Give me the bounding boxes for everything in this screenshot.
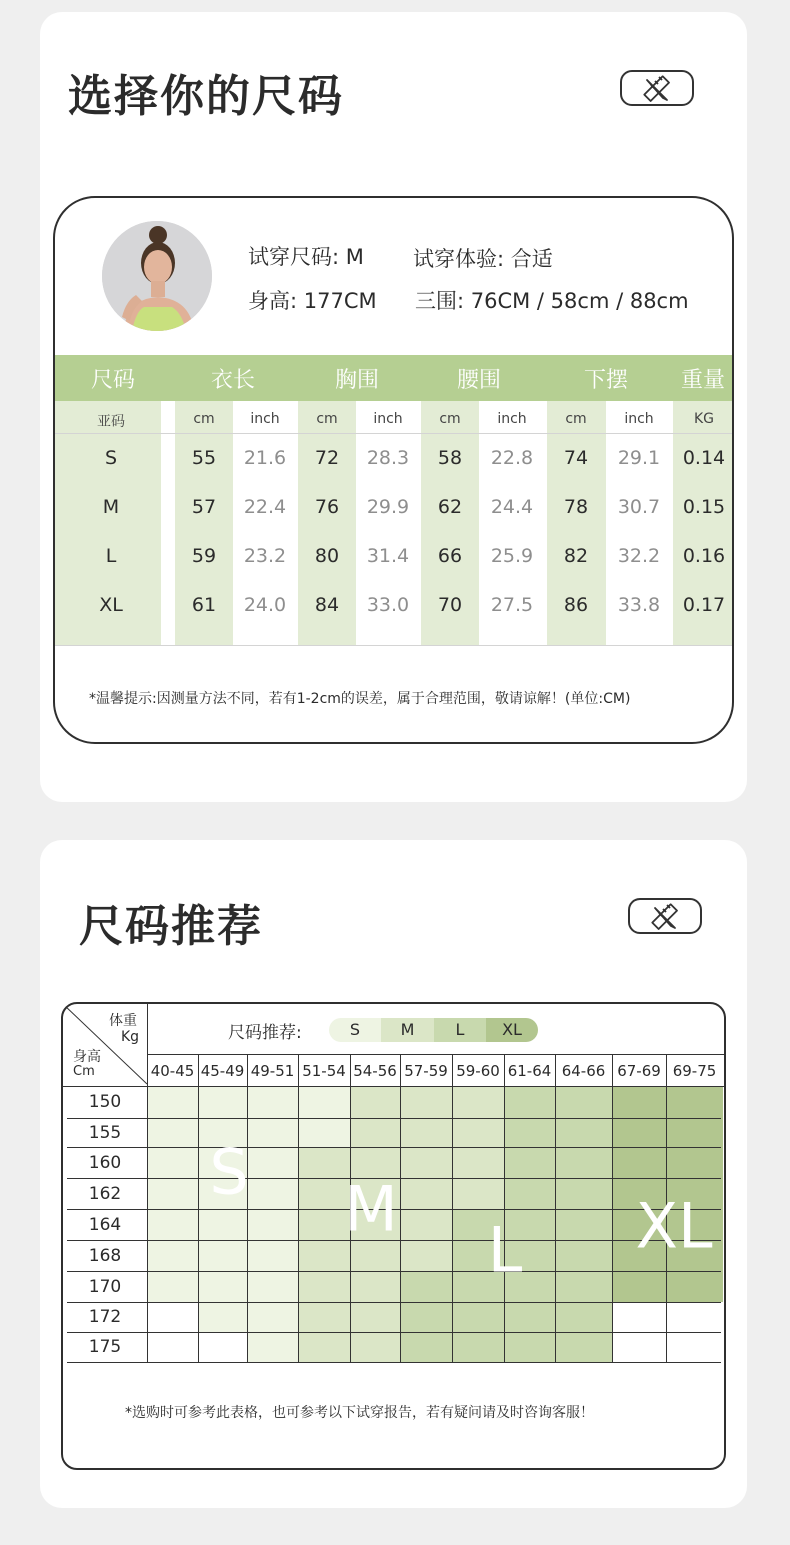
header-weight: 重量 — [680, 368, 726, 393]
size-value: 74 — [563, 447, 589, 469]
grid-line — [298, 1054, 299, 1362]
grid-cell — [298, 1147, 350, 1178]
grid-cell — [247, 1240, 298, 1271]
grid-cell — [298, 1178, 350, 1209]
weight-range: 59-60 — [456, 1062, 500, 1080]
size-value: 66 — [437, 545, 463, 567]
corner-weight: 体重 — [109, 1013, 137, 1029]
size-label: M — [102, 496, 120, 518]
weight-range: 51-54 — [302, 1062, 346, 1080]
grid-cell — [400, 1086, 452, 1118]
size-value: 21.6 — [243, 447, 287, 469]
grid-cell — [666, 1086, 723, 1118]
corner-height: 身高 — [73, 1049, 101, 1065]
grid-cell — [555, 1178, 612, 1209]
grid-cell — [350, 1332, 400, 1362]
grid-line — [67, 1271, 721, 1272]
grid-cell — [298, 1240, 350, 1271]
grid-cell — [612, 1086, 666, 1118]
size-value: 0.16 — [682, 545, 726, 567]
height-value: 164 — [88, 1214, 122, 1235]
legend-chip-m: M — [381, 1018, 434, 1042]
grid-cell — [247, 1332, 298, 1362]
size-value: 82 — [563, 545, 589, 567]
grid-cell — [247, 1209, 298, 1240]
header-length: 衣长 — [210, 368, 256, 393]
size-value: 33.0 — [366, 594, 410, 616]
grid-cell — [400, 1118, 452, 1147]
size-value: 86 — [563, 594, 589, 616]
weight-range: 64-66 — [561, 1062, 606, 1080]
recommend-note: *选购时可参考此表格，也可参考以下试穿报告，若有疑问请及时咨询客服！ — [125, 1405, 594, 1421]
height-value: 150 — [88, 1092, 122, 1112]
weight-range: 49-51 — [250, 1062, 295, 1080]
size-value: 28.3 — [366, 447, 410, 469]
grid-cell — [198, 1240, 247, 1271]
legend-label: 尺码推荐: — [228, 1023, 302, 1043]
size-value: 78 — [563, 496, 589, 518]
zone-label-xl: XL — [635, 1189, 713, 1263]
grid-cell — [555, 1332, 612, 1362]
legend-chip-xl: XL — [486, 1018, 538, 1042]
grid-cell — [298, 1086, 350, 1118]
grid-cell — [555, 1271, 612, 1302]
table-header-row — [55, 355, 734, 401]
grid-cell — [400, 1302, 452, 1332]
size-table-frame — [53, 196, 734, 744]
grid-cell — [400, 1178, 452, 1209]
subheader: cm — [565, 411, 587, 427]
model-avatar — [102, 221, 212, 331]
grid-cell — [147, 1147, 198, 1178]
grid-cell — [555, 1147, 612, 1178]
grid-cell — [666, 1271, 723, 1302]
weight-range: 40-45 — [150, 1062, 195, 1080]
grid-cell — [147, 1209, 198, 1240]
grid-cell — [504, 1302, 555, 1332]
grid-cell — [555, 1240, 612, 1271]
subheader: KG — [693, 411, 715, 427]
legend-chip-s: S — [329, 1018, 381, 1042]
grid-cell — [612, 1118, 666, 1147]
size-value: 57 — [191, 496, 217, 518]
model-height: 身高: 177CM — [248, 289, 377, 313]
grid-cell — [612, 1271, 666, 1302]
grid-cell — [147, 1086, 198, 1118]
grid-line — [400, 1054, 401, 1362]
grid-cell — [198, 1209, 247, 1240]
section-title: 尺码推荐 — [79, 901, 263, 952]
size-value: 33.8 — [617, 594, 661, 616]
grid-line — [67, 1362, 721, 1363]
grid-cell — [555, 1086, 612, 1118]
subheader: inch — [497, 411, 527, 427]
size-value: 76 — [314, 496, 340, 518]
header-waist: 腰围 — [456, 368, 502, 393]
size-value: 72 — [314, 447, 340, 469]
grid-cell — [247, 1118, 298, 1147]
grid-cell — [147, 1271, 198, 1302]
size-value: 80 — [314, 545, 340, 567]
grid-cell — [504, 1332, 555, 1362]
grid-cell — [452, 1147, 504, 1178]
size-value: 55 — [191, 447, 217, 469]
subheader: inch — [373, 411, 403, 427]
subheader: 亚码 — [97, 414, 125, 430]
size-value: 62 — [437, 496, 463, 518]
height-value: 155 — [88, 1122, 122, 1143]
grid-cell — [247, 1178, 298, 1209]
recommend-table-frame — [61, 1002, 726, 1470]
subheader: cm — [316, 411, 338, 427]
divider — [55, 433, 734, 434]
weight-range: 45-49 — [200, 1062, 245, 1080]
model-measurements: 三围: 76CM / 58cm / 88cm — [415, 289, 689, 313]
size-value: 23.2 — [243, 545, 287, 567]
size-label: L — [105, 545, 117, 567]
grid-cell — [298, 1271, 350, 1302]
size-value: 61 — [191, 594, 217, 616]
grid-cell — [400, 1209, 452, 1240]
grid-cell — [504, 1086, 555, 1118]
grid-cell — [555, 1302, 612, 1332]
grid-cell — [147, 1240, 198, 1271]
grid-cell — [400, 1332, 452, 1362]
zone-label-m: M — [344, 1172, 398, 1246]
subheader: cm — [193, 411, 215, 427]
grid-line — [504, 1054, 505, 1362]
grid-line — [67, 1302, 721, 1303]
height-value: 175 — [88, 1337, 122, 1357]
grid-cell — [247, 1271, 298, 1302]
grid-cell — [298, 1118, 350, 1147]
height-value: 168 — [88, 1245, 122, 1266]
size-value: 27.5 — [490, 594, 534, 616]
grid-cell — [350, 1302, 400, 1332]
grid-cell — [350, 1118, 400, 1147]
grid-cell — [247, 1086, 298, 1118]
size-value: 70 — [437, 594, 463, 616]
grid-cell — [452, 1302, 504, 1332]
grid-cell — [666, 1147, 723, 1178]
height-value: 160 — [88, 1152, 122, 1173]
size-value: 59 — [191, 545, 217, 567]
grid-cell — [298, 1332, 350, 1362]
size-value: 31.4 — [366, 545, 410, 567]
grid-cell — [504, 1178, 555, 1209]
grid-line — [452, 1054, 453, 1362]
size-value: 0.17 — [682, 594, 726, 616]
size-value: 32.2 — [617, 545, 661, 567]
size-value: 84 — [314, 594, 340, 616]
grid-line — [67, 1118, 721, 1119]
grid-cell — [400, 1240, 452, 1271]
divider — [55, 645, 734, 646]
size-value: 58 — [437, 447, 463, 469]
grid-cell — [452, 1086, 504, 1118]
grid-cell — [247, 1302, 298, 1332]
table-note: *温馨提示:因测量方法不同，若有1-2cm的误差，属于合理范围，敬请谅解！(单位:CM) — [89, 691, 631, 707]
weight-range: 61-64 — [507, 1062, 552, 1080]
weight-range: 54-56 — [353, 1062, 397, 1080]
grid-cell — [147, 1178, 198, 1209]
weight-range: 67-69 — [617, 1062, 661, 1080]
grid-line — [147, 1054, 726, 1055]
weight-range: 69-75 — [672, 1062, 717, 1080]
size-value: 25.9 — [490, 545, 534, 567]
zone-label-l: L — [487, 1213, 523, 1287]
ruler-pencil-icon — [628, 898, 702, 934]
grid-cell — [247, 1147, 298, 1178]
grid-cell — [555, 1209, 612, 1240]
grid-cell — [400, 1147, 452, 1178]
subheader: inch — [250, 411, 280, 427]
grid-cell — [452, 1178, 504, 1209]
size-value: 22.4 — [243, 496, 287, 518]
size-label: XL — [99, 594, 123, 616]
grid-line — [198, 1054, 199, 1362]
grid-cell — [504, 1118, 555, 1147]
grid-cell — [612, 1147, 666, 1178]
grid-cell — [555, 1118, 612, 1147]
size-value: 30.7 — [617, 496, 661, 518]
grid-line — [612, 1054, 613, 1362]
size-value: 24.0 — [243, 594, 287, 616]
grid-cell — [400, 1271, 452, 1302]
grid-cell — [666, 1118, 723, 1147]
size-value: 29.9 — [366, 496, 410, 518]
grid-cell — [350, 1271, 400, 1302]
height-value: 162 — [88, 1183, 122, 1204]
subheader: cm — [439, 411, 461, 427]
corner-weight-unit: Kg — [121, 1029, 140, 1045]
grid-cell — [504, 1147, 555, 1178]
grid-cell — [198, 1086, 247, 1118]
grid-cell — [298, 1302, 350, 1332]
height-value: 172 — [88, 1307, 122, 1327]
grid-line — [63, 1086, 726, 1087]
grid-cell — [350, 1086, 400, 1118]
grid-cell — [298, 1209, 350, 1240]
header-chest: 胸围 — [334, 368, 380, 393]
size-value: 0.14 — [682, 447, 726, 469]
grid-cell — [147, 1118, 198, 1147]
section-title: 选择你的尺码 — [68, 71, 344, 122]
grid-cell — [452, 1118, 504, 1147]
grid-line — [147, 1004, 148, 1362]
size-label: S — [104, 447, 118, 469]
subheader: inch — [624, 411, 654, 427]
zone-label-s: S — [209, 1135, 249, 1209]
grid-line — [67, 1332, 721, 1333]
grid-cell — [198, 1302, 247, 1332]
header-size: 尺码 — [90, 368, 136, 393]
grid-cell — [452, 1332, 504, 1362]
ruler-pencil-icon — [620, 70, 694, 106]
grid-line — [67, 1147, 721, 1148]
trial-feel: 试穿体验: 合适 — [413, 247, 553, 271]
size-value: 24.4 — [490, 496, 534, 518]
weight-range: 57-59 — [404, 1062, 448, 1080]
corner-height-unit: Cm — [73, 1064, 95, 1079]
height-value: 170 — [88, 1276, 122, 1297]
trial-size: 试穿尺码: M — [248, 245, 364, 269]
grid-line — [555, 1054, 556, 1362]
grid-cell — [198, 1271, 247, 1302]
size-value: 22.8 — [490, 447, 534, 469]
legend-chip-l: L — [434, 1018, 486, 1042]
size-value: 0.15 — [682, 496, 726, 518]
header-hem: 下摆 — [583, 368, 629, 393]
size-value: 29.1 — [617, 447, 661, 469]
